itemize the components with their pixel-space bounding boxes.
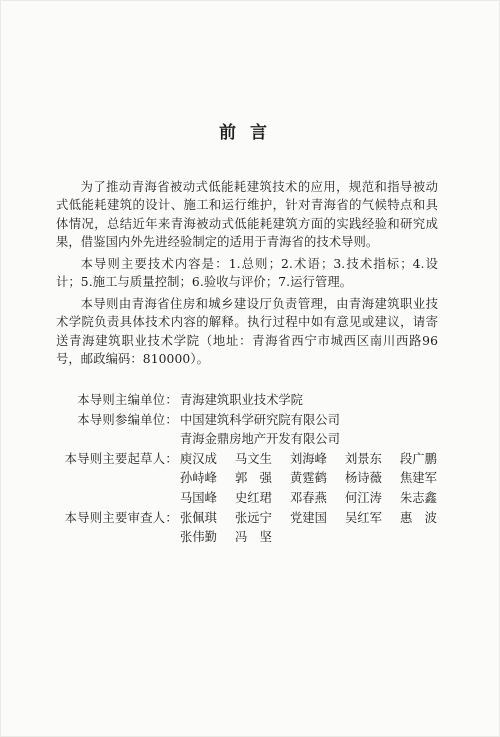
reviewer-name: 吴红军 xyxy=(345,510,382,525)
co-editor-row xyxy=(56,411,456,431)
co-editor-value: 中国建筑科学研究院有限公司 xyxy=(180,412,340,427)
drafter-name: 杨诗薇 xyxy=(345,471,382,486)
reviewer-name: 党建国 xyxy=(290,510,327,525)
co-editor-row xyxy=(56,430,456,450)
preface-paragraph-1: 为了推动青海省被动式低能耗建筑技术的应用，规范和指导被动式低能耗建筑的设计、施工和运行维护，针对青海省的气候特点和具体情况，总结近年来青海被动式低能耗建筑方面的实践经验和研究成果，借鉴国内外先进经验制定的适用于青海省的技术导则。 xyxy=(56,180,438,249)
drafter-name: 庾汉成 xyxy=(180,451,217,466)
drafter-name: 马国峰 xyxy=(180,490,217,505)
reviewer-name: 张远宁 xyxy=(235,510,272,525)
drafter-name: 焦建军 xyxy=(400,471,437,486)
drafter-name: 刘海峰 xyxy=(290,451,327,466)
reviewer-name: 张佩琪 xyxy=(180,510,217,525)
credits-block xyxy=(56,391,456,548)
drafter-name: 史红珺 xyxy=(235,490,272,505)
drafter-name: 段广鹏 xyxy=(400,451,437,466)
drafter-name: 郭 强 xyxy=(235,471,272,486)
preface-paragraph-2: 本导则主要技术内容是：1.总则；2.术语；3.技术指标；4.设计；5.施工与质量控制；6.验收与评价；7.运行管理。 xyxy=(56,257,438,290)
drafter-name: 刘景东 xyxy=(345,451,382,466)
preface-paragraph-3: 本导则由青海省住房和城乡建设厅负责管理，由青海建筑职业技术学院负责具体技术内容的解释。执行过程中如有意见或建议，请寄送青海建筑职业技术学院（地址：青海省西宁市城西区南川西路96号，邮政编码：810000）。 xyxy=(56,297,438,366)
drafters-label: 本导则主要起草人： xyxy=(64,451,178,466)
page-title: 前言 xyxy=(219,123,281,143)
co-editor-value: 青海金鼎房地产开发有限公司 xyxy=(180,432,340,447)
chief-editor-row xyxy=(56,391,456,411)
reviewers-row xyxy=(56,509,456,548)
drafter-name: 孙峙峰 xyxy=(180,471,217,486)
drafter-name: 邓春燕 xyxy=(290,490,327,505)
reviewer-name: 惠 波 xyxy=(400,510,437,525)
drafters-row xyxy=(56,450,456,509)
chief-editor-value: 青海建筑职业技术学院 xyxy=(180,393,303,407)
reviewer-name: 冯 坚 xyxy=(235,530,272,545)
reviewers-label: 本导则主要审查人： xyxy=(64,510,178,525)
reviewers-names xyxy=(180,509,456,548)
drafter-name: 朱志鑫 xyxy=(400,490,437,505)
drafter-name: 何江涛 xyxy=(345,490,382,505)
drafter-name: 马文生 xyxy=(235,451,272,466)
chief-editor-label: 本导则主编单位： xyxy=(77,393,178,407)
co-editor-label: 本导则参编单位： xyxy=(77,412,178,427)
reviewer-name: 张伟勤 xyxy=(180,530,217,545)
drafters-names xyxy=(180,450,456,509)
drafter-name: 黄霆鹤 xyxy=(290,471,327,486)
